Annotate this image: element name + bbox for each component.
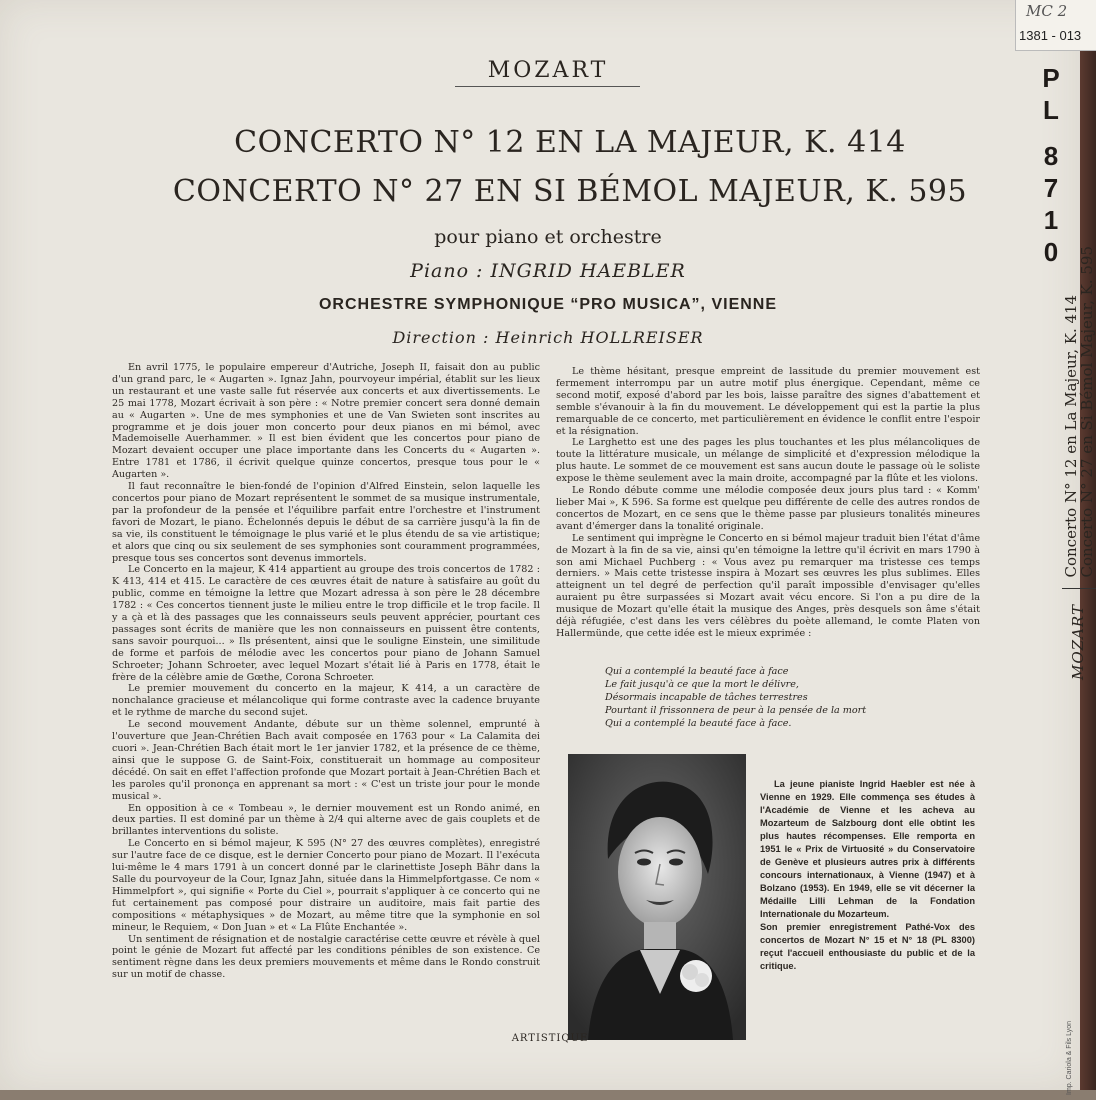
sleeve-bottom-edge [0,1090,1096,1100]
paragraph: En avril 1775, le populaire empereur d'Autriche, Joseph II, faisait don au public d'un grand parc, le « Augarten ». Ignaz Jahn, pourvoyeur impérial, établit sur les lieux un restaurant et une vaste salle fut réservée aux concerts et aux divertissements. Le 25 mai 1778, Mozart écrivait à son père : « Notre premier concert sera donné demain au « Augarten ». Une de mes symphonies et une de Van Swieten sont inscrites au programme et je dois jouer mon concerto pour deux pianos en mi bémol, avec Mademoiselle Auerhammer. » Il est bien évident que les concertos pour piano de Mozart devaient occuper une place importante dans les Concerts du « Augarten ». Entre 1781 et 1786, il écrivit quelque quinze concertos, presque tous pour le « Augarten ». [112,362,540,481]
composer-title: MOZART [487,58,609,83]
paragraph: Le thème hésitant, presque empreint de lassitude du premier mouvement est fermement interrompu par un autre motif plus énergique. Cependant, même ce second motif, exposé d'abord par les bois, laisse paraître des signes d'abattement et semble s'évanouir à la fin du mouvement. Le développement qui est la partie la plus remarquable de ce concerto, met particulièrement en évidence le conflit entre l'espoir et la résignation. [556,366,980,437]
pianist-credit [0,260,1096,282]
conductor-name: Heinrich HOLLREISER [495,328,704,347]
paragraph: Le sentiment qui imprègne le Concerto en si bémol majeur traduit bien l'état d'âme de Mozart à la fin de sa vie, ainsi qu'en témoigne la lettre qu'il écrivit en mars 1790 à son ami Michael Puchberg : « Vous avez pu remarquer ma tristesse ces temps derniers. » Mais cette tristesse inspira à Mozart ses œuvres les plus sublimes. Elles atteignent un tel degré de perfection qu'il paraît impossible d'envisager qu'elles auraient pu être surpassées si Mozart avait vécu encore. Si l'on a pu dire de la musique de Mozart qu'elle était la musique des Anges, près desquels son âme s'était déjà réfugiée, c'est dans les vers célèbres du poète allemand, le comte Platen von Hallermünde, que cette idée est le mieux exprimée : [556,532,980,639]
concerto-title-1: CONCERTO N° 12 EN LA MAJEUR, K. 414 [234,125,906,160]
liner-notes-left [112,362,540,981]
pianist-name: INGRID HAEBLER [490,260,686,282]
catalog-char: 1 [1043,205,1059,235]
paragraph: Le Concerto en si bémol majeur, K 595 (N° 27 des œuvres complètes), enregistré sur l'autre face de ce disque, est le dernier Concerto pour piano de Mozart. Il l'exécuta lui-même le 4 mars 1791 à un concert donné par le clarinettiste Joseph Bähr dans la Salle du pourvoyeur de la Cour, Ignaz Jahn, située dans la Himmelpfortgasse. Ce nom « Himmelpfort », qui signifie « Porte du Ciel », pourrait s'appliquer à ce concerto qui ne fut certainement pas composé pour distraire un auditoire, mais fait partie des compositions « métaphysiques » de Mozart, au même titre que la symphonie en sol mineur, le Requiem, « Don Juan » et « La Flûte Enchantée ». [112,838,540,933]
handwritten-note: MC 2 [1026,2,1068,20]
direction-label: Direction : [392,328,490,347]
label-footer: ARTISTIQUE [511,1033,589,1044]
concerto-title-2: CONCERTO N° 27 EN SI BÉMOL MAJEUR, K. 595 [172,174,968,209]
archive-label [1015,0,1096,51]
spine-text [1062,246,1096,680]
printer-credit: Imp. Cariola & Fils Lyon [1066,1020,1073,1095]
conductor-credit [0,328,1096,347]
paragraph: Le Rondo débute comme une mélodie composée deux jours plus tard : « Komm' lieber Mai », K 596. Sa forme est quelque peu différente de celle des autres rondos de concertos de Mozart, en ce sens que le thème passe par plusieurs tonalités mineures avant d'émerger dans la tonalité originale. [556,485,980,532]
catalog-char: P [1042,63,1060,93]
pianist-biography [760,778,975,973]
title-rule [455,86,640,87]
poem-line: Le fait jusqu'à ce que la mort le délivre, [605,679,799,690]
spine-line-2: Concerto N° 27 en Si Bémol Majeur, K. 595 [1078,246,1096,578]
catalog-char: 8 [1043,141,1059,171]
paragraph: Le second mouvement Andante, débute sur un thème solennel, emprunté à l'ouverture que Jean-Chrétien Bach avait composée en 1763 pour « La Calamita dei cuori ». Jean-Chrétien Bach était mort le 1er janvier 1782, et la présence de ce thème, ainsi que le suppose G. de Saint-Foix, constituerait un hommage au compositeur décédé. On sait en effet l'affection profonde que Mozart portait à Jean-Chrétien Bach et les paroles qu'il prononça en apprenant sa mort : « C'est un triste jour pour le monde musical ». [112,719,540,802]
liner-notes-right [556,366,980,640]
paragraph: Le Concerto en la majeur, K 414 appartient au groupe des trois concertos de 1782 : K 413, 414 et 415. Le caractère de ces œuvres était de nature à satisfaire au goût du public, comme en témoigne la lettre que Mozart adressa à son père le 28 décembre 1782 : « Ces concertos tiennent juste le milieu entre le trop difficile et le trop facile. Il y a çà et là des passages que les connaisseurs seuls peuvent apprécier, pourtant ces passages sont écrits de manière que les non connaisseurs en puissent être contents, sans savoir pourquoi... » Ils présentent, ainsi que le souligne Einstein, une similitude de forme et parfois de mélodie avec les concertos pour piano de Johann Samuel Schroeter; Johann Schroeter, avec lequel Mozart s'était lié à Paris en 1778, était le frère de la célèbre amie de Gœthe, Corona Schroeter. [112,564,540,683]
poem-line: Désormais incapable de tâches terrestres [605,692,808,703]
paragraph: Son premier enregistrement Pathé-Vox des concertos de Mozart N° 15 et N° 18 (PL 8300) reçut l'accueil enthousiaste du public et de la critique. [760,922,975,971]
spine-divider [1062,588,1096,589]
subtitle: pour piano et orchestre [434,226,662,248]
paragraph: Le premier mouvement du concerto en la majeur, K 414, a un caractère de nonchalance gracieuse et mélancolique qui forme contraste avec la cadence bruyante et le rythme de marche du second sujet. [112,683,540,719]
paragraph: Un sentiment de résignation et de nostalgie caractérise cette œuvre et révèle à quel point le génie de Mozart fut affecté par les conditions pénibles de son existence. Ce sentiment règne dans les deux premiers mouvements et même dans le Rondo construit sur un motif de chasse. [112,933,540,981]
catalog-char: 0 [1043,237,1059,267]
portrait-illustration [568,754,746,1040]
catalog-char: 7 [1043,173,1059,203]
archive-number: 1381 - 013 [1019,28,1082,43]
catalog-char: L [1043,95,1059,125]
paragraph: Le Larghetto est une des pages les plus touchantes et les plus mélancoliques de toute la littérature musicale, un mélange de simplicité et d'expression mélodique la plus haute. Le sommet de ce mouvement est sans aucun doute le passage où le soliste expose le thème seulement avec la main droite, accompagné par la flûte et les violons. [556,437,980,485]
paragraph: Il faut reconnaître le bien-fondé de l'opinion d'Alfred Einstein, selon laquelle les concertos pour piano de Mozart représentent le sommet de sa musique instrumentale, par la profondeur de la pensée et l'équilibre parfait entre l'orchestre et l'instrument favori de Mozart, le piano. Échelonnés depuis le début de sa carrière jusqu'à la fin de sa vie, ils constituent le témoignage le plus varié et le plus étendu de sa vie artistique; et alors que cinq ou six seulement de ses symphonies sont couramment programmées, presque tous ses concertos sont devenus immortels. [112,481,540,564]
orchestra-credit: ORCHESTRE SYMPHONIQUE “PRO MUSICA”, VIENNE [318,296,778,313]
poem [605,665,935,730]
pianist-photo [568,754,746,1040]
paragraph: En opposition à ce « Tombeau », le dernier mouvement est un Rondo animé, en deux parties. Il est dominé par un thème à 2/4 qui alterne avec de gais couplets et de brillantes interventions du soliste. [112,802,540,838]
spine-composer: MOZART [1069,604,1087,680]
spine-titles [1063,246,1095,577]
poem-line: Pourtant il frissonnera de peur à la pensée de la mort [605,705,867,716]
paragraph: La jeune pianiste Ingrid Haebler est née à Vienne en 1929. Elle commença ses études à l'Académie de Vienne et les acheva au Mozarteum de Salzbourg dont elle obtint les plus hautes récompenses. Elle remporta en 1951 le « Prix de Virtuosité » du Conservatoire de Genève et plusieurs autres prix à différents concours internationaux, à Vienne (1947) et à Bolzano (1953). En 1949, elle se vit décerner la Médaille Lilli Lehman de la Fondation Internationale du Mozarteum. [760,779,975,919]
poem-line: Qui a contemplé la beauté face à face [605,666,789,677]
poem-line: Qui a contemplé la beauté face à face. [605,718,792,729]
spine-line-1: Concerto N° 12 en La Majeur, K. 414 [1062,294,1080,578]
piano-label: Piano : [410,260,484,282]
